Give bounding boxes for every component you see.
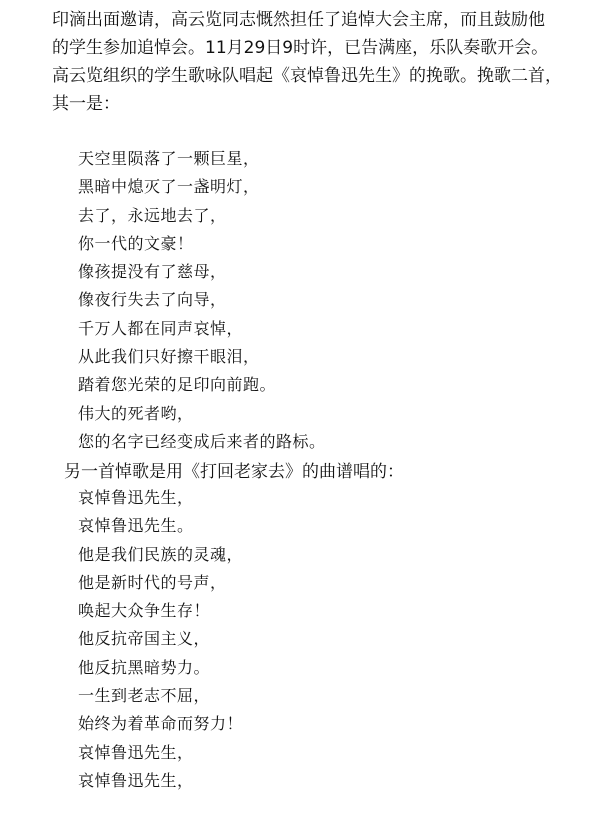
poem-line: 哀悼鲁迅先生。 xyxy=(78,516,194,536)
intro-paragraph xyxy=(52,6,588,118)
paragraph-line: 其一是： xyxy=(52,94,120,114)
paragraph-line: 印滴出面邀请，高云览同志慨然担任了追悼大会主席，而且鼓励他 xyxy=(52,10,545,30)
poem-line: 始终为着革命而努力！ xyxy=(78,714,244,734)
poem-line: 黑暗中熄灭了一盏明灯， xyxy=(78,177,260,197)
poem-line: 你一代的文豪！ xyxy=(78,233,194,253)
poem-line: 像孩提没有了慈母， xyxy=(78,262,227,282)
poem-line: 唤起大众争生存！ xyxy=(78,601,211,621)
poem-line: 他反抗帝国主义， xyxy=(78,629,211,649)
poem-line: 他是我们民族的灵魂， xyxy=(78,544,244,564)
poem-line: 去了，永远地去了， xyxy=(78,205,227,225)
poem-line: 您的名字已经变成后来者的路标。 xyxy=(78,431,326,451)
poem-line: 像夜行失去了向导， xyxy=(78,290,227,310)
poem-line: 千万人都在同声哀悼， xyxy=(78,318,244,338)
paragraph-line: 的学生参加追悼会。11月29日9时许，已告满座，乐队奏歌开会。 xyxy=(52,38,549,58)
poem-line: 天空里陨落了一颗巨星， xyxy=(78,149,260,168)
poem-line: 他是新时代的号声， xyxy=(78,572,227,592)
poem-one xyxy=(78,145,326,456)
poem-line: 哀悼鲁迅先生， xyxy=(78,488,194,507)
paragraph-line: 高云览组织的学生歌咏队唱起《哀悼鲁迅先生》的挽歌。挽歌二首， xyxy=(52,66,562,86)
second-song-intro: 另一首悼歌是用《打回老家去》的曲谱唱的： xyxy=(64,462,404,482)
poem-line: 踏着您光荣的足印向前跑。 xyxy=(78,375,277,395)
poem-two xyxy=(78,484,243,795)
poem-line: 他反抗黑暗势力。 xyxy=(78,657,211,677)
poem-line: 从此我们只好擦干眼泪， xyxy=(78,347,260,367)
poem-line: 伟大的死者哟， xyxy=(78,403,194,423)
poem-line: 一生到老志不屈， xyxy=(78,686,211,706)
poem-line: 哀悼鲁迅先生， xyxy=(78,770,194,790)
poem-line: 哀悼鲁迅先生， xyxy=(78,742,194,762)
